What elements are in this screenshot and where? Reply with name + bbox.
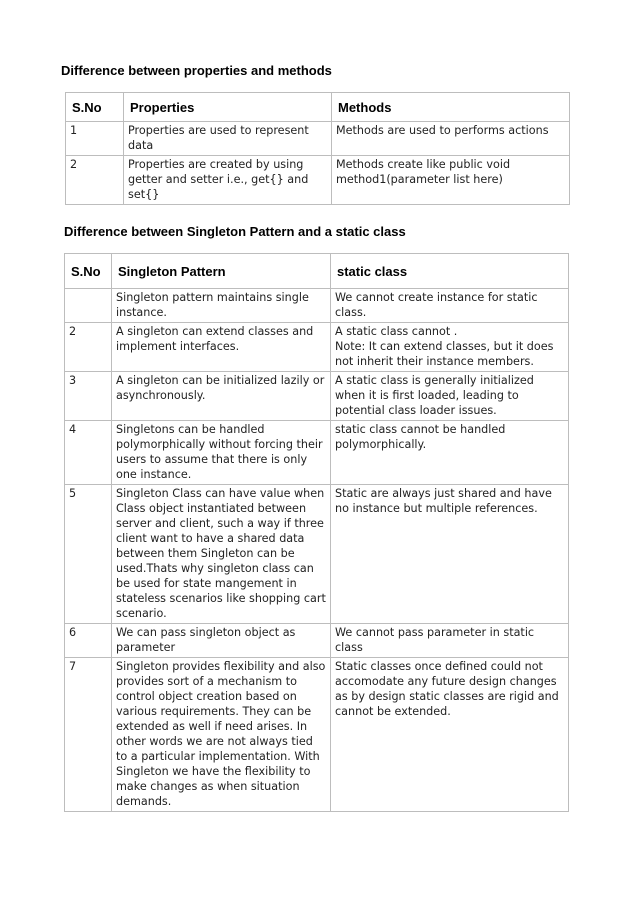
- cell-sno: 6: [65, 624, 112, 658]
- table-row: [65, 289, 569, 323]
- cell-static: static class cannot be handled polymorphically.: [331, 421, 569, 485]
- cell-sno: 2: [65, 323, 112, 372]
- table-row: [65, 372, 569, 421]
- cell-sno: 4: [65, 421, 112, 485]
- cell-static: A static class is generally initialized when it is first loaded, leading to potential class loader issues.: [331, 372, 569, 421]
- cell-singleton: Singletons can be handled polymorphically without forcing their users to assume that there is only one instance.: [112, 421, 331, 485]
- table-header-row: [65, 254, 569, 289]
- table-row: [65, 421, 569, 485]
- table-row: [66, 122, 570, 156]
- table-row: [65, 323, 569, 372]
- cell-sno: 7: [65, 658, 112, 812]
- header-singleton-pattern: Singleton Pattern: [112, 254, 331, 289]
- cell-sno: 5: [65, 485, 112, 624]
- cell-static: Static classes once defined could not accomodate any future design changes as by design static classes are rigid and cannot be extended.: [331, 658, 569, 812]
- cell-sno: 3: [65, 372, 112, 421]
- cell-static: A static class cannot . Note: It can extend classes, but it does not inherit their instance members.: [331, 323, 569, 372]
- table-row: [65, 658, 569, 812]
- table-row: [65, 624, 569, 658]
- cell-singleton: A singleton can be initialized lazily or asynchronously.: [112, 372, 331, 421]
- cell-methods: Methods create like public void method1(parameter list here): [332, 156, 570, 205]
- header-sno: S.No: [66, 93, 124, 122]
- header-static-class: static class: [331, 254, 569, 289]
- cell-static: We cannot create instance for static class.: [331, 289, 569, 323]
- singleton-static-table: [64, 253, 569, 812]
- cell-static: Static are always just shared and have no instance but multiple references.: [331, 485, 569, 624]
- cell-methods: Methods are used to performs actions: [332, 122, 570, 156]
- cell-singleton: We can pass singleton object as parameter: [112, 624, 331, 658]
- cell-singleton: Singleton provides flexibility and also provides sort of a mechanism to control object creation based on various requirements. They can be extended as well if need arises. In other words we are not always tied to a particular implementation. With Singleton we have the flexibility to make changes as when situation demands.: [112, 658, 331, 812]
- section-title-properties-methods: Difference between properties and methods: [61, 63, 332, 78]
- cell-sno: 1: [66, 122, 124, 156]
- table-header-row: [66, 93, 570, 122]
- cell-singleton: A singleton can extend classes and implement interfaces.: [112, 323, 331, 372]
- header-sno: S.No: [65, 254, 112, 289]
- cell-sno: 2: [66, 156, 124, 205]
- table-row: [65, 485, 569, 624]
- header-methods: Methods: [332, 93, 570, 122]
- cell-properties: Properties are used to represent data: [124, 122, 332, 156]
- cell-singleton: Singleton Class can have value when Class object instantiated between server and client, such a way if three client want to have a shared data between them Singleton can be used.Thats why singleton class can be used for state mangement in stateless scenarios like shopping cart scenario.: [112, 485, 331, 624]
- cell-sno: [65, 289, 112, 323]
- table-row: [66, 156, 570, 205]
- section-title-singleton-static: Difference between Singleton Pattern and a static class: [64, 224, 406, 239]
- header-properties: Properties: [124, 93, 332, 122]
- cell-static: We cannot pass parameter in static class: [331, 624, 569, 658]
- cell-properties: Properties are created by using getter and setter i.e., get{} and set{}: [124, 156, 332, 205]
- cell-singleton: Singleton pattern maintains single instance.: [112, 289, 331, 323]
- properties-methods-table: [65, 92, 570, 205]
